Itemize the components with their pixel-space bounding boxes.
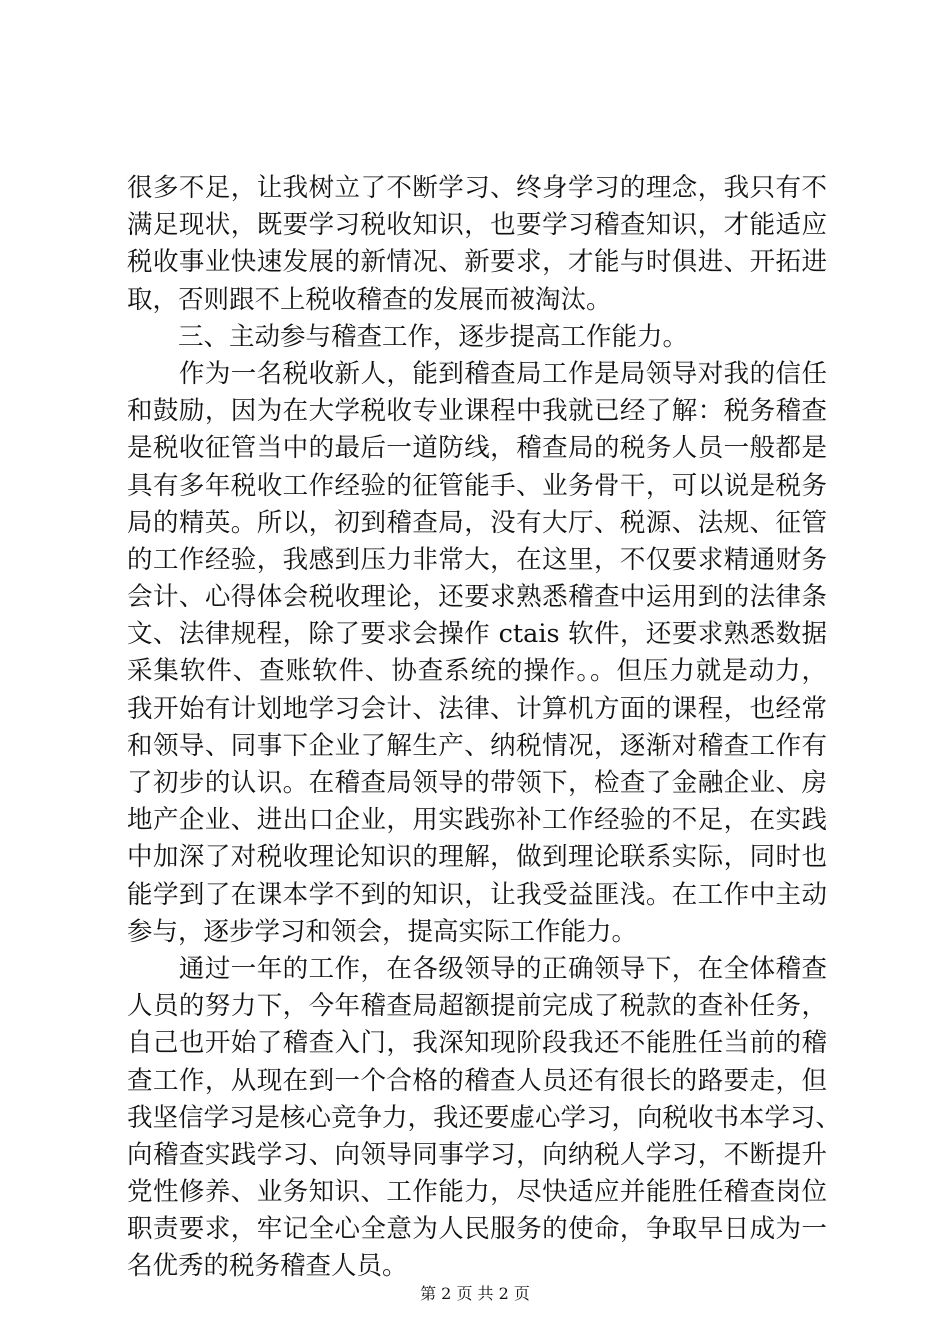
text-line: 了初步的认识。在稽查局领导的带领下，检查了金融企业、房 <box>127 768 827 798</box>
text-line: 的工作经验，我感到压力非常大，在这里，不仅要求精通财务 <box>127 544 827 575</box>
text-line: 中加深了对税收理论知识的理解，做到理论联系实际，同时也 <box>127 842 827 873</box>
text-line: 和领导、同事下企业了解生产、纳税情况，逐渐对稽查工作有 <box>127 730 827 761</box>
text-line: 和鼓励，因为在大学税收专业课程中我就已经了解：税务稽查 <box>127 396 827 427</box>
text-line: 查工作，从现在到一个合格的稽查人员还有很长的路要走，但 <box>127 1065 827 1096</box>
text-line: 很多不足，让我树立了不断学习、终身学习的理念，我只有不 <box>127 173 827 203</box>
page-number-label: 第 2 页 共 2 页 <box>420 1284 530 1303</box>
text-line: 税收事业快速发展的新情况、新要求，才能与时俱进、开拓进 <box>127 247 827 278</box>
text-line: 地产企业、进出口企业，用实践弥补工作经验的不足，在实践 <box>127 805 827 836</box>
text-line: 参与，逐步学习和领会，提高实际工作能力。 <box>127 916 638 947</box>
text-line: 取，否则跟不上税收稽查的发展而被淘汰。 <box>127 284 612 315</box>
text-line: 是税收征管当中的最后一道防线，稽查局的税务人员一般都是 <box>127 433 827 464</box>
text-line: 局的精英。所以，初到稽查局，没有大厅、税源、法规、征管 <box>127 507 827 538</box>
text-line: 党性修养、业务知识、工作能力，尽快适应并能胜任稽查岗位 <box>127 1177 827 1208</box>
text-line: 职责要求，牢记全心全意为人民服务的使命，争取早日成为一 <box>127 1214 827 1245</box>
text-line: 我坚信学习是核心竞争力，我还要虚心学习，向税收书本学习、 <box>127 1102 842 1133</box>
text-line: 自己也开始了稽查入门，我深知现阶段我还不能胜任当前的稽 <box>127 1028 827 1059</box>
document-body <box>127 170 842 1286</box>
text-line: 作为一名税收新人，能到稽查局工作是局领导对我的信任 <box>127 358 827 389</box>
text-line: 文、法律规程，除了要求会操作 ctais 软件，还要求熟悉数据 <box>127 619 827 650</box>
text-line: 满足现状，既要学习税收知识，也要学习稽查知识，才能适应 <box>127 210 827 241</box>
text-line: 能学到了在课本学不到的知识，让我受益匪浅。在工作中主动 <box>127 879 827 910</box>
text-line: 三、主动参与稽查工作，逐步提高工作能力。 <box>127 321 689 352</box>
text-line: 向稽查实践学习、向领导同事学习，向纳税人学习，不断提升 <box>127 1139 827 1170</box>
text-line: 我开始有计划地学习会计、法律、计算机方面的课程，也经常 <box>127 693 827 724</box>
text-line: 名优秀的税务稽查人员。 <box>127 1251 408 1282</box>
text-line: 采集软件、查账软件、协查系统的操作。。但压力就是动力， <box>127 656 827 687</box>
text-line: 通过一年的工作，在各级领导的正确领导下，在全体稽查 <box>127 953 827 984</box>
text-line: 会计、心得体会税收理论，还要求熟悉稽查中运用到的法律条 <box>127 582 827 613</box>
page-footer <box>0 1283 950 1305</box>
text-line: 具有多年税收工作经验的征管能手、业务骨干，可以说是税务 <box>127 470 827 501</box>
text-line: 人员的努力下，今年稽查局超额提前完成了税款的查补任务， <box>127 991 827 1022</box>
